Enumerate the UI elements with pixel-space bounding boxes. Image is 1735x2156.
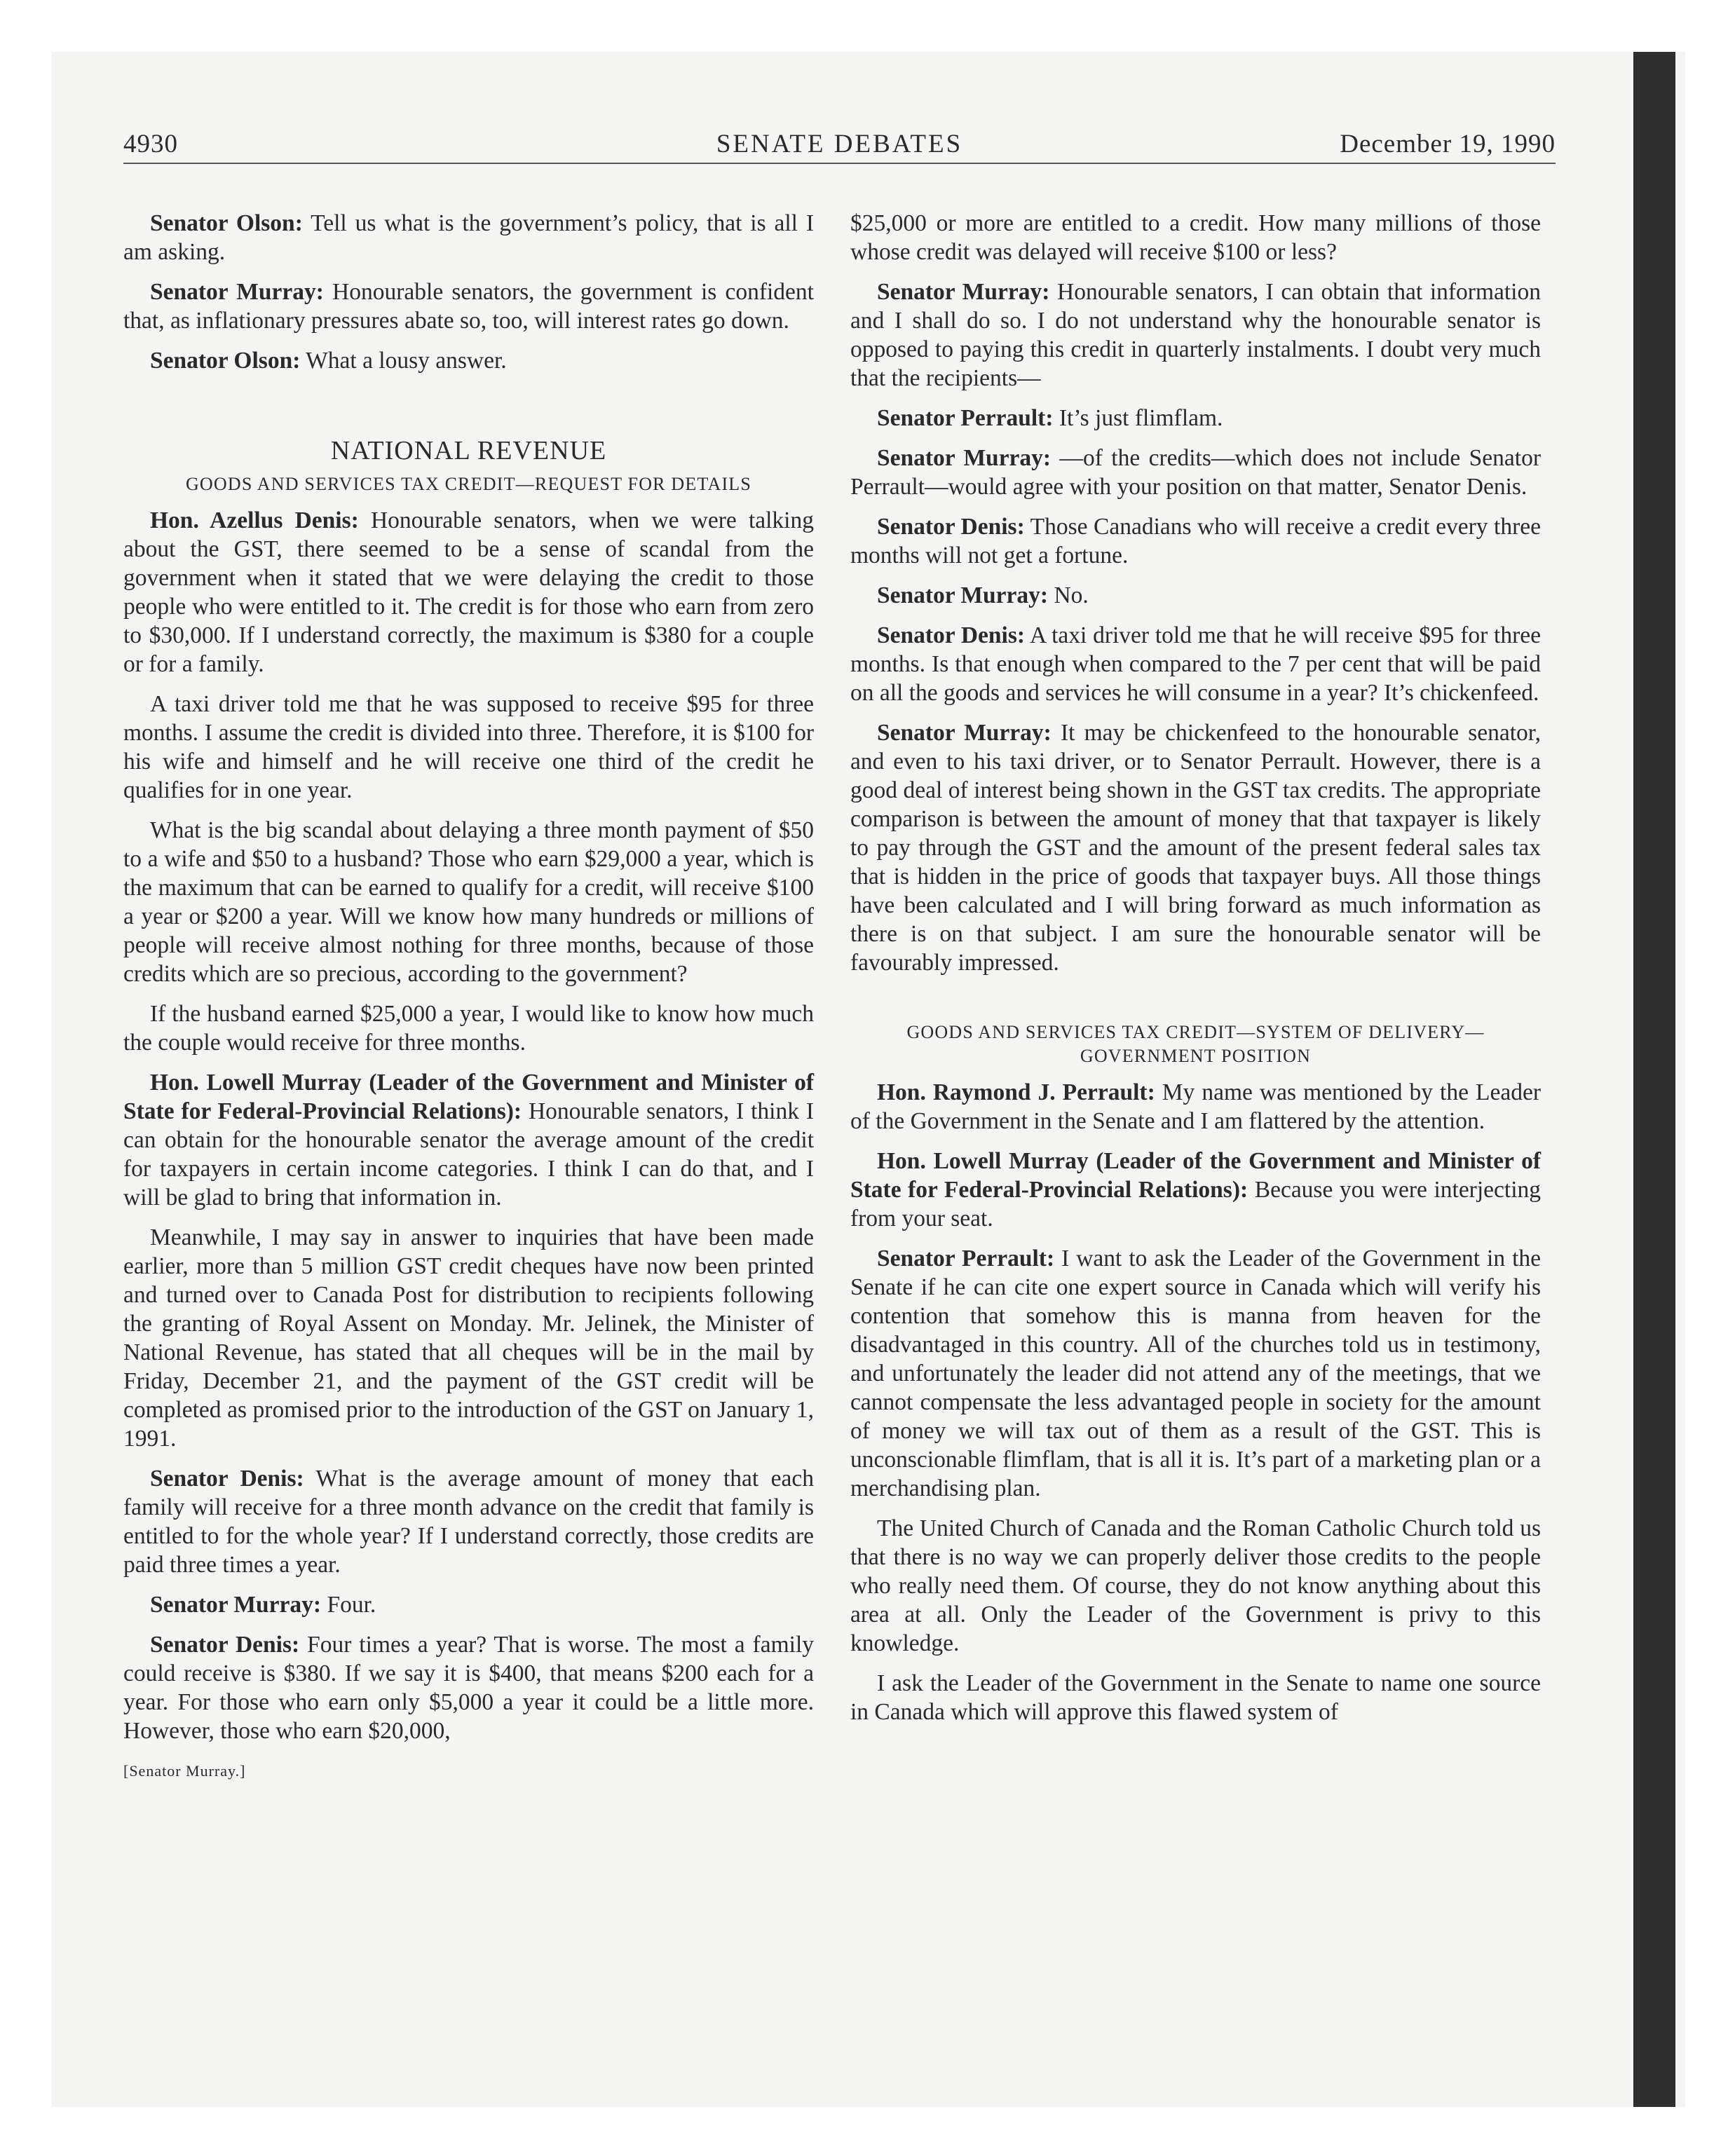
speaker-name: Senator Denis: xyxy=(150,1466,304,1492)
paragraph xyxy=(123,346,814,375)
publication-date: December 19, 1990 xyxy=(1340,130,1556,158)
speech-text: Tell us what is the government’s policy, that is all I am asking. xyxy=(123,210,814,265)
paragraph: I ask the Leader of the Government in the Senate to name one source in Canada which will approve this flawed system of xyxy=(850,1670,1541,1725)
speaker-name: Senator Murray: xyxy=(150,279,324,305)
speaker-name: Senator Murray: xyxy=(877,582,1049,608)
speaker-name: Senator Denis: xyxy=(877,622,1026,648)
subsection-title xyxy=(850,1021,1541,1068)
paragraph: Meanwhile, I may say in answer to inquiries that have been made earlier, more than 5 million GST credit cheques have now been printed and turned over to Canada Post for distribution to recipients following the granting of Royal Assent on Monday. Mr. Jelinek, the Minister of National Revenue, has stated that all cheques will be in the mail by Friday, December 21, and the payment of the GST credit will be completed as promised prior to the introduction of the GST on January 1, 1991. xyxy=(123,1224,814,1452)
speaker-name: Hon. Raymond J. Perrault: xyxy=(877,1079,1155,1105)
speech-text: Honourable senators, I think I can obtain for the honourable senator the average amount of the credit for taxpayers in certain income categories. I think I can do that, and I will be glad to bring that information in. xyxy=(123,1098,814,1210)
speech-text: What is the average amount of money that each family will receive for a three month advance on the credit that family is entitled to for the whole year? If I understand correctly, those credits are paid three times a year. xyxy=(123,1466,814,1578)
paragraph xyxy=(123,1068,814,1212)
footer-note: [Senator Murray.] xyxy=(123,1762,246,1780)
speaker-name: Senator Denis: xyxy=(877,514,1025,540)
paragraph xyxy=(123,506,814,678)
speech-text: Honourable senators, when we were talking about the GST, there seemed to be a sense of scandal from the government when it stated that we were delaying the credit to those people who were entitled to it. The credit is for those who earn from zero to $30,000. If I understand correctly, the maximum is $380 for a couple or for a family. xyxy=(123,507,814,677)
speaker-name: Senator Murray: xyxy=(877,279,1050,305)
paragraph xyxy=(850,404,1541,432)
paragraph xyxy=(123,1590,814,1619)
paragraph xyxy=(850,1078,1541,1135)
paragraph: The United Church of Canada and the Roman Catholic Church told us that there is no way we can properly deliver those credits to the people who really need them. Of course, they do not know anything about this area at all. Only the Leader of the Government is privy to this knowledge. xyxy=(850,1515,1541,1656)
speaker-name: Senator Olson: xyxy=(150,348,301,374)
right-column xyxy=(850,209,1541,1738)
page-number: 4930 xyxy=(123,130,178,158)
left-column xyxy=(123,209,814,1796)
paragraph xyxy=(123,1464,814,1579)
section-title: NATIONAL REVENUE xyxy=(330,436,607,465)
speech-text: Four times a year? That is worse. The most a family could receive is $380. If we say it is $400, that means $200 each for a year. For those who earn only $5,000 a year it could be a little more. However, those who earn $20,000, xyxy=(123,1632,814,1744)
speech-text: It’s just flimflam. xyxy=(1053,405,1223,431)
speech-text: —of the credits—which does not include Senator Perrault—would agree with your position on that matter, Senator Denis. xyxy=(850,445,1541,500)
paragraph xyxy=(850,718,1541,977)
speech-text: Four. xyxy=(321,1592,376,1618)
paragraph: A taxi driver told me that he was supposed to receive $95 for three months. I assume the credit is divided into three. Therefore, it is $100 for his wife and himself and he will receive one third of the credit he qualifies for in one year. xyxy=(123,691,814,803)
speaker-name: Senator Denis: xyxy=(150,1632,300,1658)
paragraph xyxy=(123,278,814,335)
speech-text: My name was mentioned by the Leader of the Government in the Senate and I am flattered by the attention. xyxy=(850,1079,1541,1134)
subsection-title-line: GOODS AND SERVICES TAX CREDIT—SYSTEM OF DELIVERY— xyxy=(906,1022,1485,1042)
speaker-name: Senator Murray: xyxy=(150,1592,322,1618)
paragraph xyxy=(123,209,814,266)
paragraph xyxy=(850,1147,1541,1233)
paragraph xyxy=(850,621,1541,707)
paragraph xyxy=(123,1630,814,1745)
speech-text: No. xyxy=(1048,582,1089,608)
paragraph xyxy=(850,581,1541,610)
subsection-title-line: GOVERNMENT POSITION xyxy=(1080,1046,1312,1066)
scan-edge-shadow xyxy=(1633,52,1675,2107)
paragraph: $25,000 or more are entitled to a credit. How many millions of those whose credit was delayed will receive $100 or less? xyxy=(850,210,1541,265)
speaker-name: Senator Olson: xyxy=(150,210,303,236)
publication-title: SENATE DEBATES xyxy=(716,130,963,158)
paragraph: If the husband earned $25,000 a year, I would like to know how much the couple would receive for three months. xyxy=(123,1001,814,1056)
speaker-name: Senator Perrault: xyxy=(877,1246,1055,1271)
speaker-name: Hon. Azellus Denis: xyxy=(150,507,359,533)
paragraph xyxy=(850,512,1541,570)
speech-text: I want to ask the Leader of the Government in the Senate if he can cite one expert source in Canada which will verify his contention that somehow this is manna from heaven for the disadvantaged in this country. All of the churches told us in testimony, and unfortunately the leader did not attend any of the meetings, that we cannot compensate the less advantaged people in society for the amount of money we will tax out of them as a result of the GST. This is unconscionable flimflam, that is all it is. It’s part of a marketing plan or a merchandising plan. xyxy=(850,1246,1542,1501)
speech-text: A taxi driver told me that he will receive $95 for three months. Is that enough when compared to the 7 per cent that will be paid on all the goods and services he will consume in a year? It’s chickenfeed. xyxy=(850,622,1541,706)
speaker-name: Hon. Lowell Murray (Leader of the Government and Minister of State for Federal-Provincial Relations): xyxy=(850,1148,1541,1203)
speech-text: It may be chickenfeed to the honourable senator, and even to his taxi driver, or to Senator Perrault. However, there is a good deal of interest being shown in the GST tax credits. The appropriate comparison is between the amount of money that that taxpayer is likely to pay through the GST and the amount of the present federal sales tax that is hidden in the price of goods that taxpayer buys. All those things have been calculated and I will bring forward as much information as there is on that subject. I am sure the honourable senator will be favourably impressed. xyxy=(850,720,1541,976)
paragraph xyxy=(850,278,1541,393)
speaker-name: Senator Murray: xyxy=(877,445,1052,471)
paragraph xyxy=(850,444,1541,501)
speech-text: Those Canadians who will receive a credit every three months will not get a fortune. xyxy=(850,514,1541,568)
speech-text: Because you were interjecting from your seat. xyxy=(850,1177,1541,1231)
subsection-title: GOODS AND SERVICES TAX CREDIT—REQUEST FOR DETAILS xyxy=(185,474,752,494)
speech-text: Honourable senators, I can obtain that information and I shall do so. I do not understand why the honourable senator is opposed to paying this credit in quarterly instalments. I doubt very much that the recipients— xyxy=(850,279,1541,391)
paragraph xyxy=(850,1244,1541,1503)
paragraph: What is the big scandal about delaying a three month payment of $50 to a wife and $50 to a husband? Those who earn $29,000 a year, which is the maximum that can be earned to qualify for a credit, will receive $100 a year or $200 a year. Will we know how many hundreds or millions of people will receive almost nothing for three months, because of those credits which are so precious, according to the government? xyxy=(123,817,814,987)
speaker-name: Senator Murray: xyxy=(877,720,1052,746)
speech-text: Honourable senators, the government is confident that, as inflationary pressures abate so, too, will interest rates go down. xyxy=(123,279,814,334)
speaker-name: Hon. Lowell Murray (Leader of the Government and Minister of State for Federal-Provincial Relations): xyxy=(123,1070,814,1124)
speaker-name: Senator Perrault: xyxy=(877,405,1054,431)
page-header xyxy=(123,126,1556,164)
speech-text: What a lousy answer. xyxy=(300,348,507,374)
